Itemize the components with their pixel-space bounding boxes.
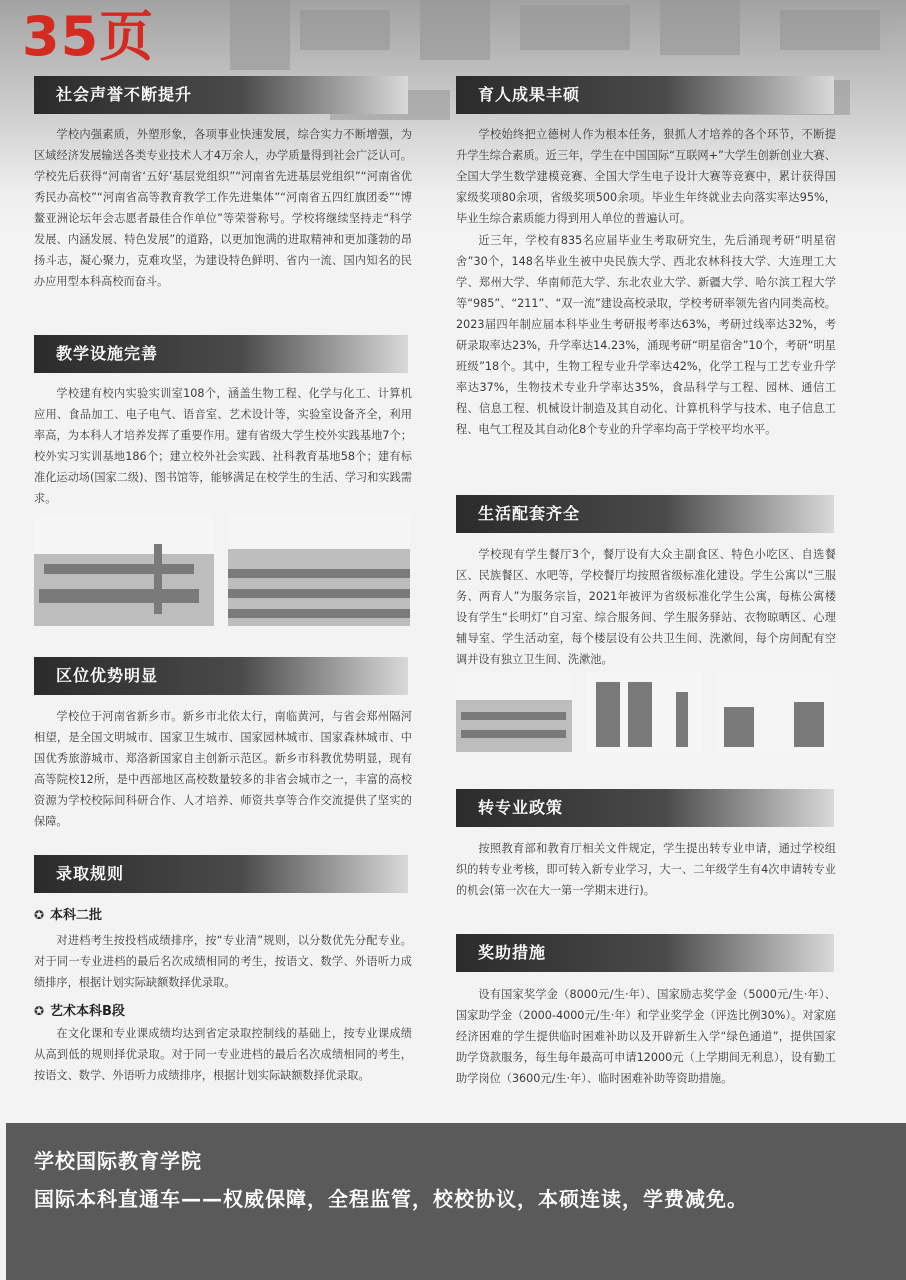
star-bullet-icon: ✪ bbox=[34, 908, 45, 922]
classroom-photo bbox=[228, 514, 410, 626]
admission-item-undergrad-text: 对进档考生按投档成绩排序，按“专业清”规则，以分数优先分配专业。对于同一专业进档的最后名次成绩相同的考生，按语文、数学、外语听力成绩排序，根据计划实际缺额数择优录取。 bbox=[34, 934, 412, 989]
section-title-admission: 录取规则 bbox=[34, 855, 408, 893]
section-title-facilities: 教学设施完善 bbox=[34, 335, 408, 373]
admission-item-art-text: 在文化课和专业课成绩均达到省定录取控制线的基础上，按专业课成绩从高到低的规则择优录取。对于同一专业进档的最后名次成绩相同的考生，按语文、数学、外语听力成绩排序，根据计划实际缺额数择优录取。 bbox=[34, 1027, 412, 1082]
page-number: 35页 bbox=[22, 5, 155, 68]
section-title-transfer: 转专业政策 bbox=[456, 789, 834, 827]
star-bullet-icon: ✪ bbox=[34, 1004, 45, 1018]
section-title-reputation: 社会声誉不断提升 bbox=[34, 76, 408, 114]
reputation-text: 学校内强素质，外塑形象，各项事业快速发展，综合实力不断增强，为区域经济发展输送各类专业技术人才4万余人，办学质量得到社会广泛认可。学校先后获得“河南省‘五好’基层党组织”“河南省先进基层党组织”“河南省优秀民办高校”“河南省高等教育教学工作先进集体”“河南省五四红旗团委”“博鳌亚洲论坛年会志愿者最佳合作单位”等荣誉称号。学校将继续坚持走“科学发展、内涵发展、特色发展”的道路，以更加饱满的进取精神和更加蓬勃的昂扬斗志，凝心聚力，克难攻坚，为建设特色鲜明、省内一流、国内知名的民办应用型本科高校而奋斗。 bbox=[34, 128, 412, 288]
dormitory-photo bbox=[716, 672, 832, 752]
footer-college-name: 学校国际教育学院 bbox=[34, 1149, 202, 1173]
footer-banner bbox=[6, 1123, 906, 1280]
facilities-text: 学校建有校内实验实训室108个，涵盖生物工程、化学与化工、计算机应用、食品加工、电子电气、语音室、艺术设计等，实验室设备齐全，利用率高，为本科人才培养发挥了重要作用。建有省级大学生校外实践基地7个；校外实习实训基地186个；建立校外社会实践、社科教育基地58个；建有标准化运动场(国家二级)、图书馆等，能够满足在校学生的生活、学习和实践需求。 bbox=[34, 387, 412, 505]
section-title-scholarship: 奖助措施 bbox=[456, 934, 834, 972]
scholarship-text: 设有国家奖学金（8000元/生·年）、国家励志奖学金（5000元/生·年）、国家助学金（2000-4000元/生·年）和学业奖学金（评选比例30%）。对家庭经济困难的学生提供临时困难补助以及开辟新生入学“绿色通道”，提供国家助学贷款服务，每生每年最高可申请12000元（上学期间无利息），设有勤工助学岗位（3600元/生·年）、临时困难补助等资助措施。 bbox=[456, 988, 836, 1085]
living-text: 学校现有学生餐厅3个，餐厅设有大众主副食区、特色小吃区、自选餐区、民族餐区、水吧等，学校餐厅均按照省级标准化建设。学生公寓以“三服务、两育人”为服务宗旨，2021年被评为省级标准化学生公寓，每栋公寓楼设有学生“长明灯”自习室、综合服务间、学生服务驿站、衣物晾晒区、心理辅导室、学生活动室，每个楼层设有公共卫生间、洗漱间，每个房间配有空调并设有独立卫生间、洗漱池。 bbox=[456, 548, 836, 666]
section-title-location: 区位优势明显 bbox=[34, 657, 408, 695]
lab-photo bbox=[34, 514, 214, 626]
location-text: 学校位于河南省新乡市。新乡市北依太行，南临黄河，与省会郑州隔河相望，是全国文明城市、国家卫生城市、国家园林城市、国家森林城市、中国优秀旅游城市、郑洛新国家自主创新示范区。新乡市科教优势明显，现有高等院校12所，是中西部地区高校数量较多的非省会城市之一，丰富的高校资源为学校校际间科研合作、人才培养、师资共享等合作交流提供了坚实的保障。 bbox=[34, 710, 412, 828]
library-photo bbox=[586, 672, 702, 752]
admission-item-undergrad-title: ✪ 本科二批 bbox=[34, 908, 103, 923]
achievements-text-2: 近三年，学校有835名应届毕业生考取研究生，先后涌现考研“明星宿舍”30个，148名毕业生被中央民族大学、西北农林科技大学、大连理工大学、郑州大学、华南师范大学、东北农业大学、新疆大学、哈尔滨工程大学等“985”、“211”、“双一流”建设高校录取，学校考研率领先省内同类高校。2023届四年制应届本科毕业生考研报考率达63%，考研过线率达32%，考研录取率达23%，升学率达14.23%，涌现考研“明星宿舍”10个，考研“明星班级”18个。其中，生物工程专业升学率达42%，化学工程与工艺专业升学率达37%，生物技术专业升学率达35%，食品科学与工程、园林、通信工程、信息工程、机械设计制造及其自动化、计算机科学与技术、电子信息工程、电气工程及其自动化8个专业的升学率均高于学校平均水平。 bbox=[456, 234, 836, 436]
footer-slogan: 国际本科直通车——权威保障，全程监管，校校协议，本硕连读，学费减免。 bbox=[34, 1187, 748, 1211]
transfer-text: 按照教育部和教育厅相关文件规定，学生提出转专业申请，通过学校组织的转专业考核，即可转入新专业学习，大一、二年级学生有4次申请转专业的机会(第一次在大一第一学期末进行)。 bbox=[456, 842, 836, 897]
section-title-achievements: 育人成果丰硕 bbox=[456, 76, 834, 114]
canteen-photo bbox=[456, 672, 572, 752]
admission-item-art-title: ✪ 艺术本科B段 bbox=[34, 1004, 125, 1019]
achievements-text-1: 学校始终把立德树人作为根本任务，狠抓人才培养的各个环节，不断提升学生综合素质。近三年，学生在中国国际“互联网+”大学生创新创业大赛、全国大学生数学建模竞赛、全国大学生电子设计大赛等竞赛中，累计获得国家级奖项80余项，省级奖项500余项。毕业生年终就业去向落实率达95%，毕业生综合素质能力得到用人单位的普遍认可。 bbox=[456, 128, 836, 225]
section-title-living: 生活配套齐全 bbox=[456, 495, 834, 533]
